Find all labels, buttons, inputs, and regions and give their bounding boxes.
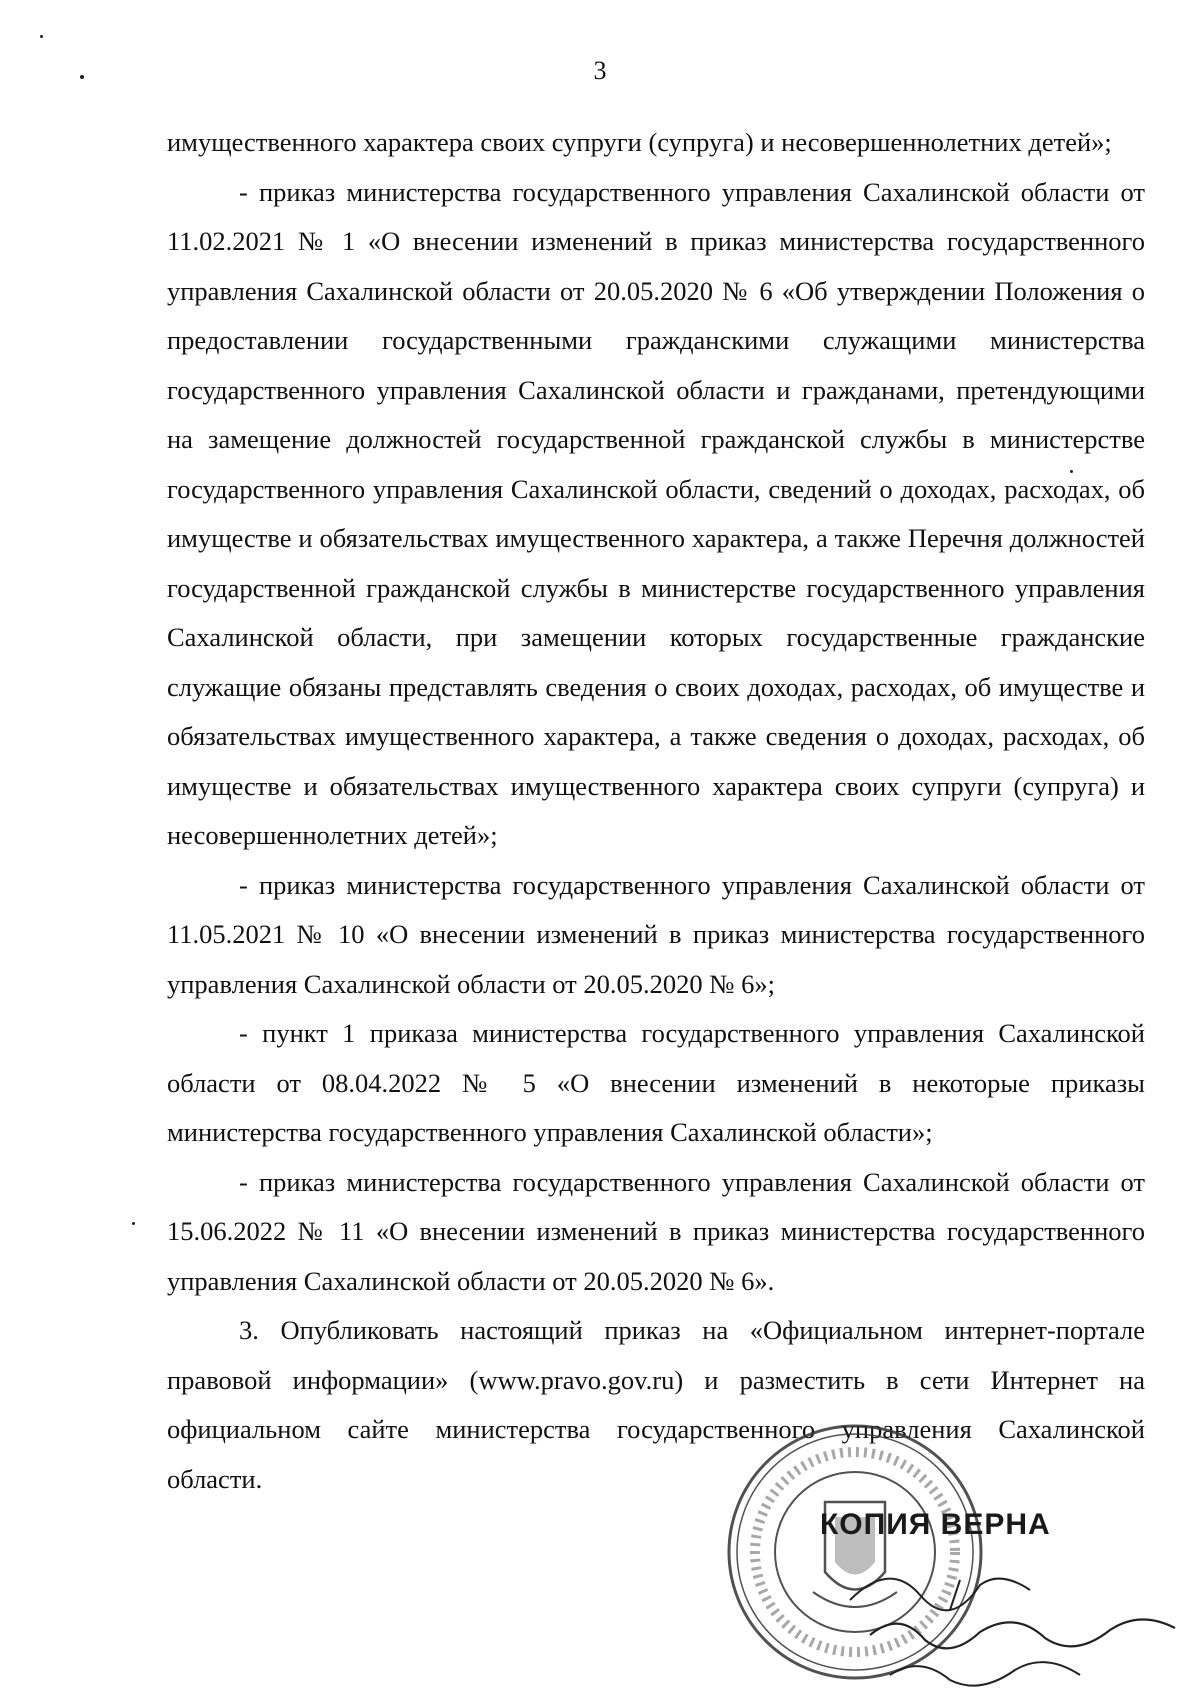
document-body bbox=[167, 118, 1145, 1504]
copy-certified-stamp: КОПИЯ ВЕРНА bbox=[820, 1508, 1051, 1541]
paragraph-order-2021-02: - приказ министерства государственного управления Сахалинской области от 11.02.2021 № 1 «О внесении изменений в приказ министерства государственного управления Сахалинской области от 20.05.2020 № 6 «Об утверждении Положения о предоставлении государственными гражданскими служащими министерства государственного управления Сахалинской области и гражданами, претендующими на замещение должностей государственной гражданской службы в министерстве государственного управления Сахалинской области, сведений о доходах, расходах, об имуществе и обязательствах имущественного характера, а также Перечня должностей государственной гражданской службы в министерстве государственного управления Сахалинской области, при замещении которых государственные гражданские служащие обязаны представлять сведения о своих доходах, расходах, об имуществе и обязательствах имущественного характера, а также сведения о доходах, расходах, об имуществе и обязательствах имущественного характера своих супруги (супруга) и несовершеннолетних детей»; bbox=[167, 176, 1145, 850]
scan-speck bbox=[80, 75, 84, 79]
handwritten-signature-icon bbox=[830, 1540, 1190, 1700]
paragraph-order-2022-06: - приказ министерства государственного управления Сахалинской области от 15.06.2022 № 11 «О внесении изменений в приказ министерства государственного управления Сахалинской области от 20.05.2020 № 6». bbox=[167, 1166, 1145, 1296]
page-number: 3 bbox=[593, 56, 607, 85]
paragraph-order-2021-05: - приказ министерства государственного управления Сахалинской области от 11.05.2021 № 10 «О внесении изменений в приказ министерства государственного управления Сахалинской области от 20.05.2020 № 6»; bbox=[167, 869, 1145, 999]
paragraph-continuation: имущественного характера своих супруги (супруга) и несовершеннолетних детей»; bbox=[167, 127, 1112, 157]
scan-speck bbox=[1070, 470, 1073, 473]
scan-speck bbox=[40, 35, 43, 38]
scan-speck bbox=[132, 1222, 135, 1225]
paragraph-order-2022-04: - пункт 1 приказа министерства государственного управления Сахалинской области от 08.04.2022 № 5 «О внесении изменений в некоторые приказы министерства государственного управления Сахалинской области»; bbox=[167, 1018, 1145, 1147]
paragraph-publication: 3. Опубликовать настоящий приказ на «Официальном интернет-портале правовой информации» (www.pravo.gov.ru) и разместить в сети Интернет на официальном сайте министерства государственного управления Сахалинской области. bbox=[167, 1315, 1145, 1494]
